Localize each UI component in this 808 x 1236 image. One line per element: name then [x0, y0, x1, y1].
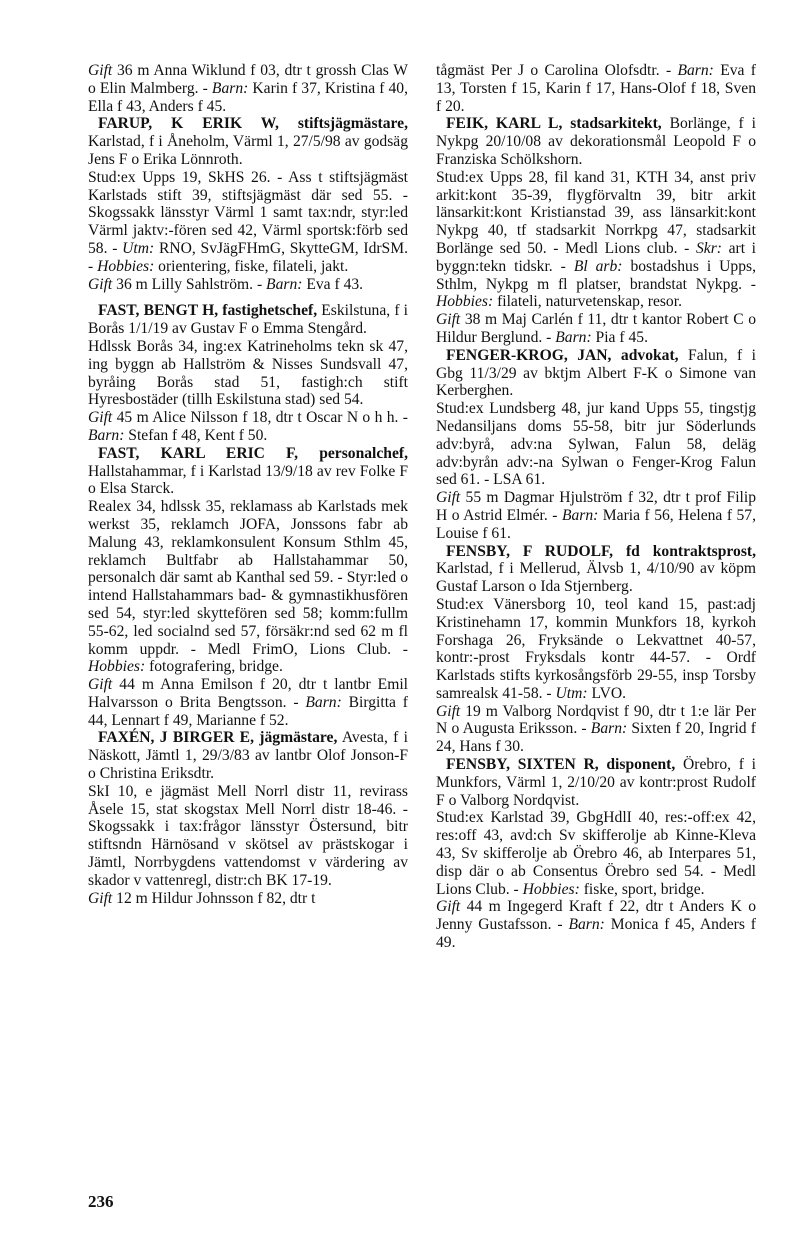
entry-text: Stud:ex Lundsberg 48, jur kand Upps 55, tingstjg Nedansiljans doms 55-58, bitr jur Söderlunds adv:byrå, adv:na Sylwan, Falun 58, deläg adv:byrån adv:-na Sylwan o Fenger-Krog Falun sed 61. - LSA 61.	[436, 400, 756, 489]
bio-entry-text	[88, 783, 408, 890]
entry-text: 45 m Alice Nilsson f 18, dtr t Oscar N o h h. -	[112, 409, 408, 427]
entry-text: Eskilstuna, f i Borås 1/1/19 av Gustav F o Emma Stengård.	[88, 302, 408, 338]
bio-entry-text	[88, 62, 408, 115]
entry-text: LVO.	[587, 684, 627, 702]
page-number: 236	[88, 1192, 114, 1211]
entry-text: Hdlssk Borås 34, ing:ex Katrineholms tekn sk 47, ing byggn ab Hallström & Nisses Sundsvall 47, byråing Borås stad 51, fastigh:ch stift Hyresbostäder (tillh Eskilstuna stad) sed 54.	[88, 337, 408, 409]
entry-text: Borlänge, f i Nykpg 20/10/08 av dekorationsmål Leopold F o Franziska Schölkshorn.	[436, 115, 756, 168]
entry-name: fd kontraktsprost,	[613, 542, 756, 560]
entry-label: Gift	[436, 898, 461, 916]
entry-name: FAST, KARL ERIC F,	[98, 444, 299, 462]
bio-entry-text	[88, 276, 408, 294]
entry-label: Gift	[88, 889, 113, 907]
entry-name: FENSBY, F RUDOLF,	[446, 542, 614, 560]
entry-name: FARUP, K ERIK W,	[98, 115, 279, 133]
entry-label: Gift	[88, 676, 113, 694]
entry-text: tågmäst Per J o Carolina Olofsdtr. -	[436, 62, 678, 79]
bio-entry-text	[436, 311, 756, 347]
bio-entry-text	[88, 498, 408, 676]
bio-entry-text	[436, 898, 756, 951]
entry-text: Örebro, f i Munkfors, Värml 1, 2/10/20 av kontr:prost Rudolf F o Valborg Nordqvist.	[436, 756, 757, 809]
entry-label: Gift	[436, 311, 461, 329]
entry-text: RNO, SvJägFHmG, SkytteGM, IdrSM. -	[88, 239, 408, 275]
entry-text: Falun, f i Gbg 11/3/29 av bktjm Albert F-K o Simone van Kerberghen.	[436, 346, 756, 400]
entry-text: Karlstad, f i Åneholm, Värml 1, 27/5/98 av godsäg Jens F o Erika Lönnroth.	[88, 133, 408, 168]
entry-name: fastighetschef,	[218, 302, 318, 320]
entry-label: Barn:	[555, 328, 592, 346]
entry-name: FAST, BENGT H,	[98, 302, 219, 320]
entry-label: Gift	[88, 409, 113, 427]
entry-text: Karin f 37, Kristina f 40, Ella f 43, Anders f 45.	[88, 79, 408, 115]
entry-name: stadsarkitekt,	[562, 115, 662, 133]
entry-label: Hobbies:	[522, 880, 580, 898]
entry-text: bostadshus i Upps, Sthlm, Nykpg m fl platser, brandstat Nykpg. -	[436, 257, 756, 293]
entry-text: Eva f 13, Torsten f 15, Karin f 17, Hans-Olof f 18, Sven f 20.	[436, 62, 757, 115]
entry-text: Stud:ex Vänersborg 10, teol kand 15, past:adj Kristinehamn 17, kommin Munkfors 18, kyrkoh Forshaga 26, Fryksände o Lekvattnet 40-57, kontr:-prost Fryksdals kontr 44-57. - Ordf Karlstads stifts kyrkosångsförb 29-55, insp Torsby samrealsk 41-58. -	[436, 595, 756, 702]
entry-label: Barn:	[211, 79, 249, 97]
entry-label: Utm:	[122, 239, 155, 257]
entry-label: Hobbies:	[97, 257, 155, 275]
entry-name: advokat,	[611, 346, 679, 364]
entry-label: Barn:	[568, 916, 605, 934]
bio-entry-text	[88, 409, 408, 445]
entry-text: filateli, naturvetenskap, resor.	[493, 293, 682, 311]
entry-name: disponent,	[598, 756, 676, 774]
entry-text: Hallstahammar, f i Karlstad 13/9/18 av rev Folke F o Elsa Starck.	[88, 462, 408, 498]
entry-label: Bl arb:	[573, 257, 623, 275]
entry-name: FEIK, KARL L,	[446, 115, 563, 133]
entry-text: Pia f 45.	[591, 328, 648, 346]
bio-entry-text	[88, 676, 408, 729]
entry-label: Gift	[436, 702, 461, 720]
entry-text: Eva f 43.	[302, 275, 364, 293]
bio-entry-text	[88, 890, 408, 908]
entry-text: SkI 10, e jägmäst Mell Norrl distr 11, revirass Åsele 15, stat skogstax Mell Norrl distr 18-46. - Skogssakk i tax:frågor länsstyr Östersund, bitr stiftsndn Härnösand v skötsel av prästskogar i Jämtl, Norrbygdens vattendomst v värdering av skador v vattenregl, distr:ch BK 17-19.	[88, 782, 408, 889]
bio-entry-text	[436, 809, 756, 898]
entry-label: Hobbies:	[88, 658, 146, 676]
bio-entry-text	[436, 400, 756, 489]
entry-text: Stud:ex Upps 28, fil kand 31, KTH 34, anst priv arkit:kont 35-39, flygförvaltn 39, bitr arkit länsarkit:kont Kristianstad 39, ass länsarkit:kont Nykpg 40, tf stadsarkit Norrkpg 47, stadsarkit Borlänge sed 50. - Medl Lions club. -	[436, 168, 756, 257]
entry-name: stiftsjägmästare,	[278, 115, 408, 133]
bio-entry-text	[436, 596, 756, 703]
entry-text: Avesta, f i Näskott, Jämtl 1, 29/3/83 av lantbr Olof Jonson-F o Christina Eriksdtr.	[88, 729, 409, 783]
right-column	[436, 62, 756, 952]
bio-entry-text	[436, 703, 756, 756]
bio-entry-heading	[436, 115, 756, 168]
entry-text: Karlstad, f i Mellerud, Älvsb 1, 4/10/90 av köpm Gustaf Larson o Ida Stjernberg.	[436, 560, 756, 596]
entry-text: 19 m Valborg Nordqvist f 90, dtr t 1:e lär Per N o Augusta Eriksson. -	[436, 702, 756, 738]
entry-text: Birgitta f 44, Lennart f 49, Marianne f 52.	[88, 693, 408, 729]
entry-label: Hobbies:	[436, 293, 494, 311]
entry-name: personalchef,	[298, 444, 408, 462]
entry-text: 36 m Anna Wiklund f 03, dtr t grossh Clas W o Elin Malmberg. -	[88, 62, 408, 97]
entry-label: Gift	[436, 489, 461, 507]
entry-text: 36 m Lilly Sahlström. -	[112, 275, 267, 293]
entry-label: Utm:	[555, 684, 588, 702]
entry-text: Stud:ex Karlstad 39, GbgHdlI 40, res:-off:ex 42, res:off 43, avd:ch Sv skifferolje ab Kinne-Kleva 43, Sv skifferolje ab Örebro 46, ab Interpares 51, disp där o ab Consentus Örebro sed 54. - Medl Lions Club. -	[436, 809, 756, 898]
entry-label: Barn:	[266, 275, 303, 293]
bio-entry-heading	[88, 302, 408, 338]
entry-text: fiske, sport, bridge.	[579, 880, 705, 898]
bio-entry-heading	[88, 729, 408, 782]
bio-entry-text	[88, 169, 408, 276]
entry-label: Barn:	[305, 693, 342, 711]
entry-text: art i byggn:tekn tidskr. -	[436, 239, 756, 275]
entry-name: FENGER-KROG, JAN,	[446, 346, 612, 364]
entry-label: Gift	[88, 62, 113, 79]
entry-text: Monica f 45, Anders f 49.	[436, 916, 756, 952]
bio-entry-heading	[88, 115, 408, 168]
entry-label: Gift	[88, 275, 113, 293]
entry-label: Barn:	[88, 426, 125, 444]
entry-name: FAXÉN, J BIRGER E,	[98, 729, 254, 747]
entry-name: jägmästare,	[253, 729, 338, 747]
entry-text: Sixten f 20, Ingrid f 24, Hans f 30.	[436, 720, 756, 756]
bio-entry-heading	[436, 543, 756, 596]
entry-label: Skr:	[695, 239, 722, 257]
bio-entry-heading	[436, 756, 756, 809]
bio-entry-text	[88, 338, 408, 409]
bio-entry-heading	[88, 445, 408, 498]
bio-entry-text	[436, 169, 756, 311]
entry-text: Stud:ex Upps 19, SkHS 26. - Ass t stiftsjägmäst Karlstads stift 39, stiftsjägmäst där sed 55. - Skogssakk länsstyr Värml 1 samt tax:ndr, styr:led Värml jaktv:-fören sed 42, Värml sportsk:förb sed 58. -	[88, 168, 408, 257]
entry-text: 44 m Anna Emilson f 20, dtr t lantbr Emil Halvarsson o Brita Bengtsson. -	[88, 676, 408, 711]
entry-name: FENSBY, SIXTEN R,	[446, 756, 599, 774]
entry-text: Maria f 56, Helena f 57, Louise f 61.	[436, 506, 756, 542]
entry-text: 55 m Dagmar Hjulström f 32, dtr t prof Filip H o Astrid Elmér. -	[436, 489, 756, 524]
entry-text: orientering, fiske, filateli, jakt.	[154, 257, 349, 275]
entry-text: Realex 34, hdlssk 35, reklamass ab Karlstads mek werkst 35, reklamch JOFA, Jonssons fabr ab Malung 43, reklamkonsulent Konsum Sthlm 45, reklamch Bultfabr ab Hallstahammar 50, personalch där samt ab Kanthal sed 59. - Styr:led o intend Hallstahammars bad- & gymnastikhusfören sed 54, styr:led skyttefören sed 58; komm:fullm 55-62, led socialnd sed 57, försäkr:nd sed 62 m fl komm uppdr. - Medl FrimO, Lions Club. -	[88, 498, 408, 658]
entry-text: 44 m Ingegerd Kraft f 22, dtr t Anders K o Jenny Gustafsson. -	[436, 898, 756, 934]
left-column	[88, 62, 408, 907]
entry-label: Barn:	[677, 62, 714, 79]
entry-label: Barn:	[590, 720, 628, 738]
bio-entry-text	[436, 62, 756, 115]
entry-text: fotografering, bridge.	[145, 658, 283, 676]
entry-label: Barn:	[561, 506, 599, 524]
entry-text: Stefan f 48, Kent f 50.	[124, 426, 268, 444]
bio-entry-heading	[436, 347, 756, 400]
bio-entry-text	[436, 489, 756, 542]
entry-text: 38 m Maj Carlén f 11, dtr t kantor Robert C o Hildur Berglund. -	[436, 311, 756, 346]
entry-text: 12 m Hildur Johnsson f 82, dtr t	[112, 889, 316, 907]
